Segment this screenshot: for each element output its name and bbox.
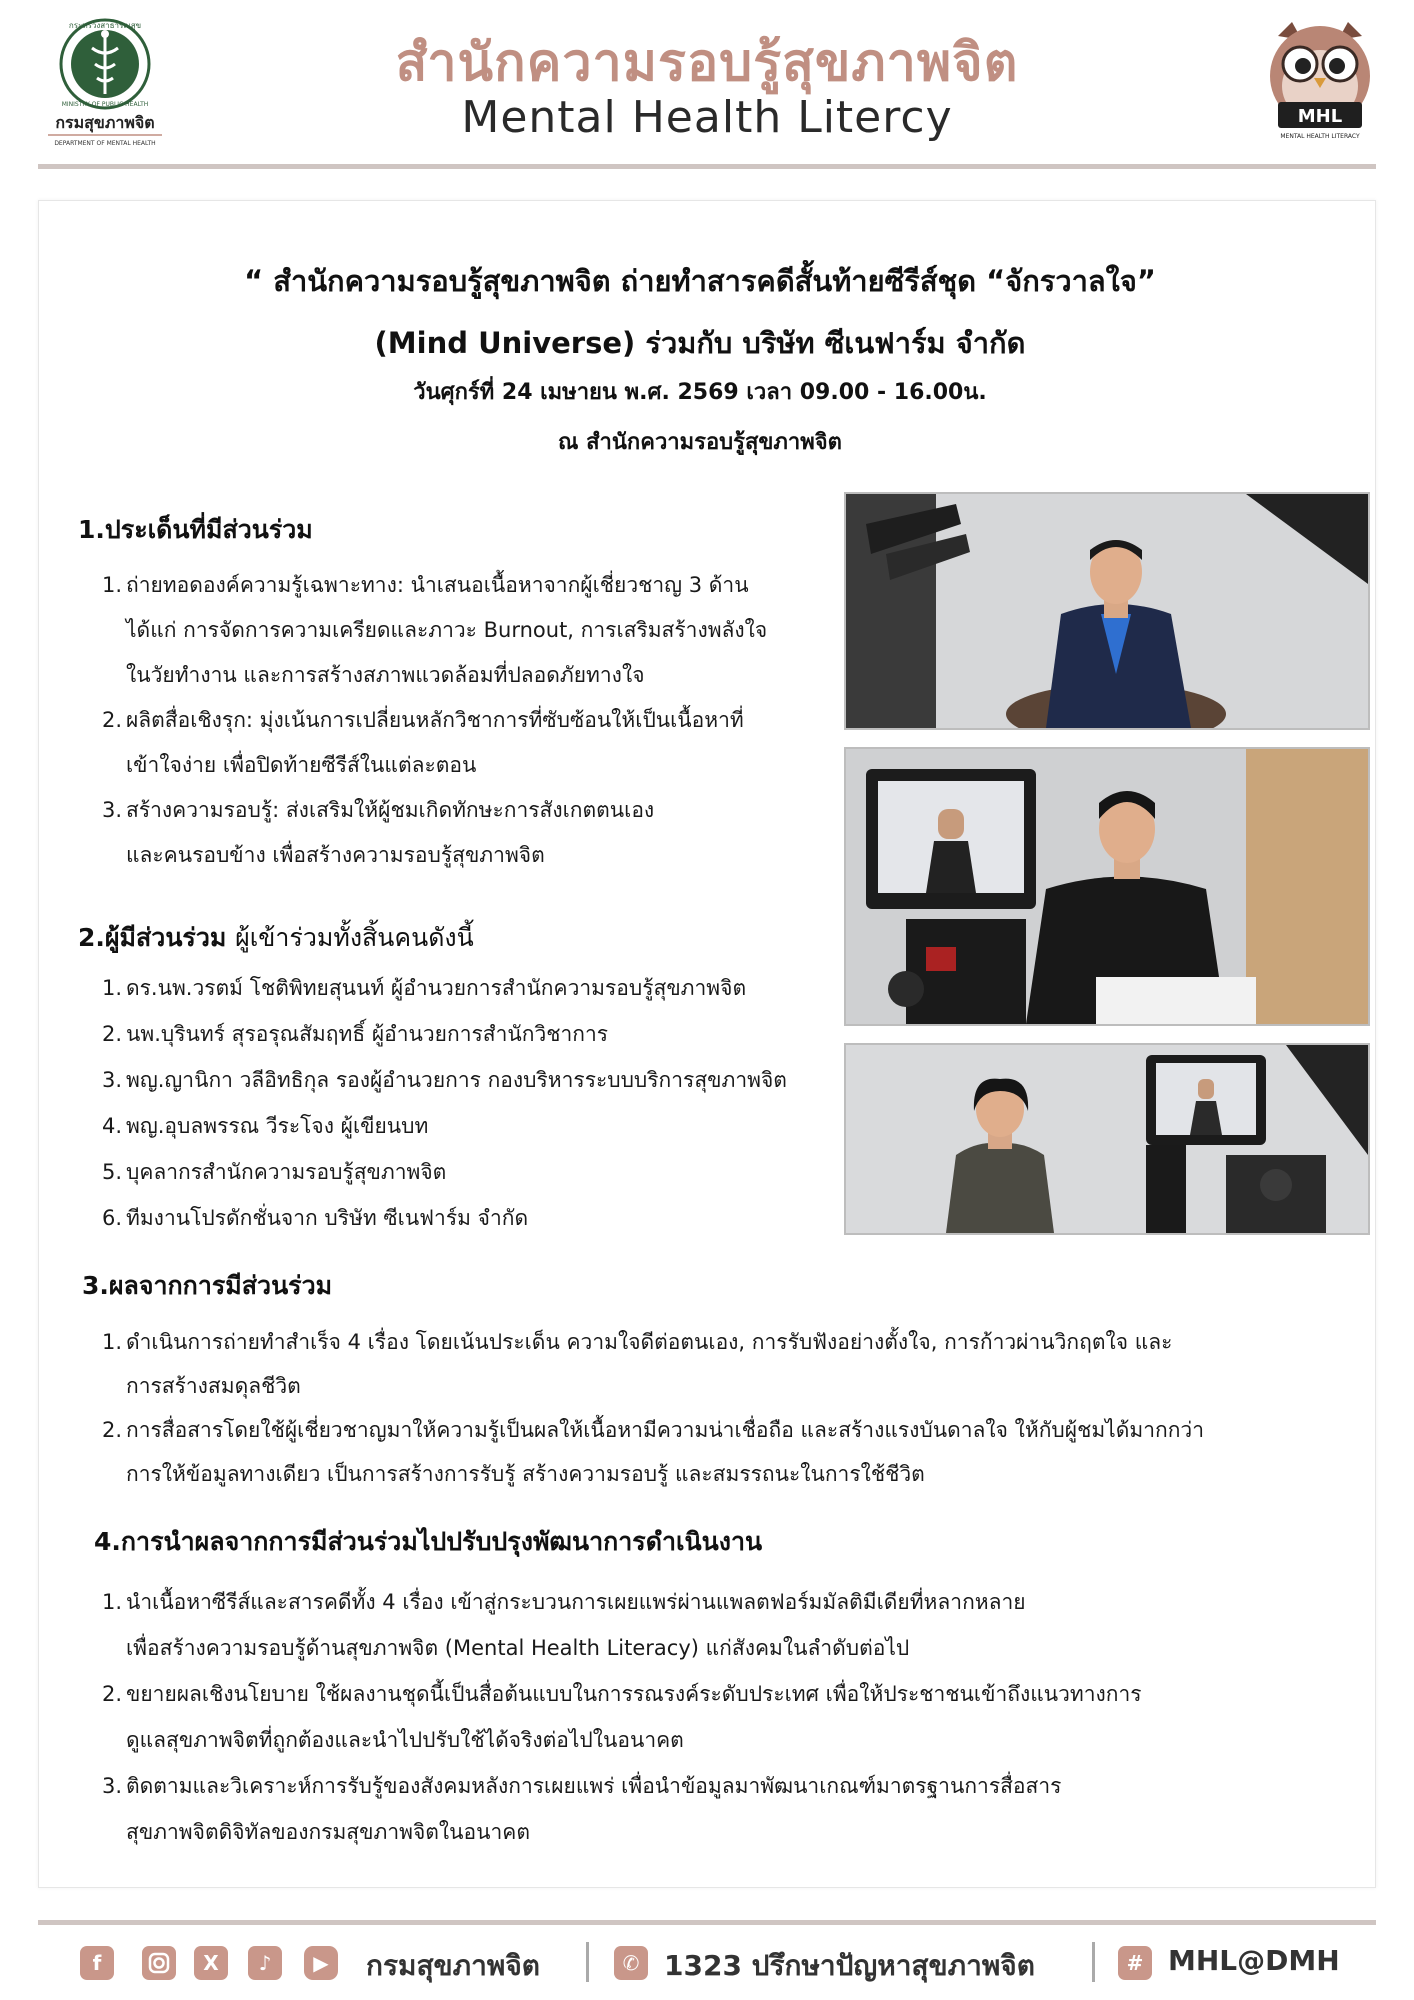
- item-continuation: เพื่อสร้างความรอบรู้ด้านสุขภาพจิต (Mental Health Literacy) แก่สังคมในลำดับต่อไป: [126, 1636, 910, 1660]
- photo-interview-woman: [844, 1043, 1370, 1235]
- item-text: นำเนื้อหาซีรีส์และสารคดีทั้ง 4 เรื่อง เข้าสู่กระบวนการเผยแพร่ผ่านแพลตฟอร์มมัลติมีเดียที่หลากหลาย: [126, 1590, 1026, 1614]
- item-number: 3.: [101, 1068, 122, 1092]
- phone-icon: ✆: [614, 1946, 648, 1980]
- headline-line-2: (Mind Universe) ร่วมกับ บริษัท ซีเนฟาร์ม จำกัด: [374, 326, 1026, 360]
- item-continuation: สุขภาพจิตดิจิทัลของกรมสุขภาพจิตในอนาคต: [126, 1820, 530, 1844]
- footer-dept: กรมสุขภาพจิต: [366, 1949, 540, 1982]
- item-text: พญ.ญานิกา วลีอิทธิกุล รองผู้อำนวยการ กองบริหารระบบบริการสุขภาพจิต: [126, 1068, 787, 1092]
- item-text: การสื่อสารโดยใช้ผู้เชี่ยวชาญมาให้ความรู้เป็นผลให้เนื้อหามีความน่าเชื่อถือ และสร้างแรงบันดาลใจ ให้กับผู้ชมได้มากกว่า: [126, 1418, 1205, 1442]
- mhl-sub-text: MENTAL HEALTH LITERACY: [1280, 133, 1360, 140]
- item-number: 4.: [101, 1114, 122, 1138]
- footer-separator: [1092, 1942, 1095, 1982]
- footer-hotline: 1323 ปรึกษาปัญหาสุขภาพจิต: [664, 1949, 1035, 1982]
- item-number: 2.: [101, 1022, 122, 1046]
- photo-interview-man-black-shirt: [844, 747, 1370, 1026]
- participant-item: [94, 1104, 428, 1149]
- result-item: [94, 1408, 1204, 1453]
- participant-item: [94, 1058, 787, 1103]
- section-1-item: [94, 788, 654, 833]
- footer-bar: [38, 1938, 1376, 1990]
- improvement-item: [94, 1580, 1026, 1625]
- hashtag-icon: #: [1118, 1946, 1152, 1980]
- item-continuation: เข้าใจง่าย เพื่อปิดท้ายซีรีส์ในแต่ละตอน: [126, 753, 477, 777]
- participant-item: [94, 1150, 446, 1195]
- result-item: [94, 1320, 1172, 1365]
- item-number: 2.: [101, 1418, 122, 1442]
- item-text: ดำเนินการถ่ายทำสำเร็จ 4 เรื่อง โดยเน้นประเด็น ความใจดีต่อตนเอง, การรับฟังอย่างตั้งใจ, การก้าวผ่านวิกฤตใจ และ: [126, 1330, 1173, 1354]
- item-number: 1.: [101, 1590, 122, 1614]
- item-continuation: และคนรอบข้าง เพื่อสร้างความรอบรู้สุขภาพจิต: [126, 843, 545, 867]
- item-number: 1.: [101, 1330, 122, 1354]
- item-text: ขยายผลเชิงนโยบาย ใช้ผลงานชุดนี้เป็นสื่อต้นแบบในการรณรงค์ระดับประเทศ เพื่อให้ประชาชนเข้าถึงแนวทางการ: [126, 1682, 1142, 1706]
- logo-name-text: กรมสุขภาพจิต: [55, 113, 155, 132]
- item-text: ถ่ายทอดองค์ความรู้เฉพาะทาง: นำเสนอเนื้อหาจากผู้เชี่ยวชาญ 3 ด้าน: [126, 573, 749, 597]
- photo-interview-man-blue-suit: [844, 492, 1370, 730]
- logo-sub-text: DEPARTMENT OF MENTAL HEALTH: [54, 140, 156, 147]
- footer-hashtag: MHL@DMH: [1168, 1944, 1340, 1977]
- page-title-thai: สำนักความรอบรู้สุขภาพจิต: [395, 33, 1019, 93]
- instagram-icon[interactable]: [142, 1946, 176, 1980]
- item-number: 1.: [101, 976, 122, 1000]
- mhl-mark-text: MHL: [1297, 106, 1343, 127]
- footer-separator: [586, 1942, 589, 1982]
- item-continuation: การให้ข้อมูลทางเดียว เป็นการสร้างการรับรู้ สร้างความรอบรู้ และสมรรถนะในการใช้ชีวิต: [126, 1462, 925, 1486]
- item-text: ติดตามและวิเคราะห์การรับรู้ของสังคมหลังการเผยแพร่ เพื่อนำข้อมูลมาพัฒนาเกณฑ์มาตรฐานการสื่อสาร: [126, 1774, 1062, 1798]
- section-2-title: 2.ผู้มีส่วนร่วม: [78, 923, 227, 952]
- item-text: ผลิตสื่อเชิงรุก: มุ่งเน้นการเปลี่ยนหลักวิชาการที่ซับซ้อนให้เป็นเนื้อหาที่: [126, 708, 744, 732]
- item-number: 5.: [101, 1160, 122, 1184]
- tiktok-icon[interactable]: ♪: [248, 1946, 282, 1980]
- item-number: 1.: [101, 573, 122, 597]
- participant-item: [94, 1196, 528, 1241]
- item-text: บุคลากรสำนักความรอบรู้สุขภาพจิต: [126, 1160, 447, 1184]
- x-icon[interactable]: X: [194, 1946, 228, 1980]
- improvement-item: [94, 1672, 1142, 1717]
- improvement-item: [94, 1764, 1061, 1809]
- item-text: นพ.บุรินทร์ สุรอรุณสัมฤทธิ์ ผู้อำนวยการสำนักวิชาการ: [126, 1022, 609, 1046]
- event-date: วันศุกร์ที่ 24 เมษายน พ.ศ. 2569 เวลา 09.00 - 16.00น.: [413, 380, 987, 405]
- item-continuation: ได้แก่ การจัดการความเครียดและภาวะ Burnout, การเสริมสร้างพลังใจ: [126, 618, 768, 642]
- section-2-title-row: [78, 918, 474, 958]
- item-text: พญ.อุบลพรรณ วีระโจง ผู้เขียนบท: [126, 1114, 429, 1138]
- participant-item: [94, 966, 746, 1011]
- item-continuation: การสร้างสมดุลชีวิต: [126, 1374, 301, 1398]
- item-continuation: ในวัยทำงาน และการสร้างสภาพแวดล้อมที่ปลอดภัยทางใจ: [126, 663, 645, 687]
- section-2-subtitle: ผู้เข้าร่วมทั้งสิ้นคนดังนี้: [235, 923, 474, 952]
- section-1-item: [94, 563, 749, 608]
- section-1-title: 1.ประเด็นที่มีส่วนร่วม: [78, 515, 313, 544]
- item-number: 3.: [101, 798, 122, 822]
- facebook-icon[interactable]: f: [80, 1946, 114, 1980]
- item-text: ทีมงานโปรดักชั่นจาก บริษัท ซีเนฟาร์ม จำกัด: [126, 1206, 529, 1230]
- item-number: 2.: [101, 1682, 122, 1706]
- page-title-english: Mental Health Litercy: [461, 92, 953, 143]
- item-text: สร้างความรอบรู้: ส่งเสริมให้ผู้ชมเกิดทักษะการสังเกตตนเอง: [126, 798, 655, 822]
- mhl-owl-logo: [1258, 14, 1382, 144]
- section-4-title: 4.การนำผลจากการมีส่วนร่วมไปปรับปรุงพัฒนาการดำเนินงาน: [94, 1527, 763, 1556]
- logo-ring-text: MINISTRY OF PUBLIC HEALTH: [61, 101, 149, 108]
- item-number: 6.: [101, 1206, 122, 1230]
- participant-item: [94, 1012, 608, 1057]
- footer-divider: [38, 1920, 1376, 1925]
- item-text: ดร.นพ.วรตม์ โชติพิทยสุนนท์ ผู้อำนวยการสำนักความรอบรู้สุขภาพจิต: [126, 976, 747, 1000]
- section-1-item: [94, 698, 744, 743]
- section-3-title: 3.ผลจากการมีส่วนร่วม: [82, 1271, 333, 1300]
- headline-line-1: “ สำนักความรอบรู้สุขภาพจิต ถ่ายทำสารคดีสั้นท้ายซีรีส์ชุด “จักรวาลใจ”: [244, 264, 1156, 298]
- logo-top-text: กระทรวงสาธารณสุข: [68, 21, 142, 30]
- item-number: 2.: [101, 708, 122, 732]
- event-place: ณ สำนักความรอบรู้สุขภาพจิต: [558, 430, 842, 455]
- item-continuation: ดูแลสุขภาพจิตที่ถูกต้องและนำไปปรับใช้ได้จริงต่อไปในอนาคต: [126, 1728, 684, 1752]
- header-divider: [38, 164, 1376, 169]
- youtube-icon[interactable]: ▶: [304, 1946, 338, 1980]
- item-number: 3.: [101, 1774, 122, 1798]
